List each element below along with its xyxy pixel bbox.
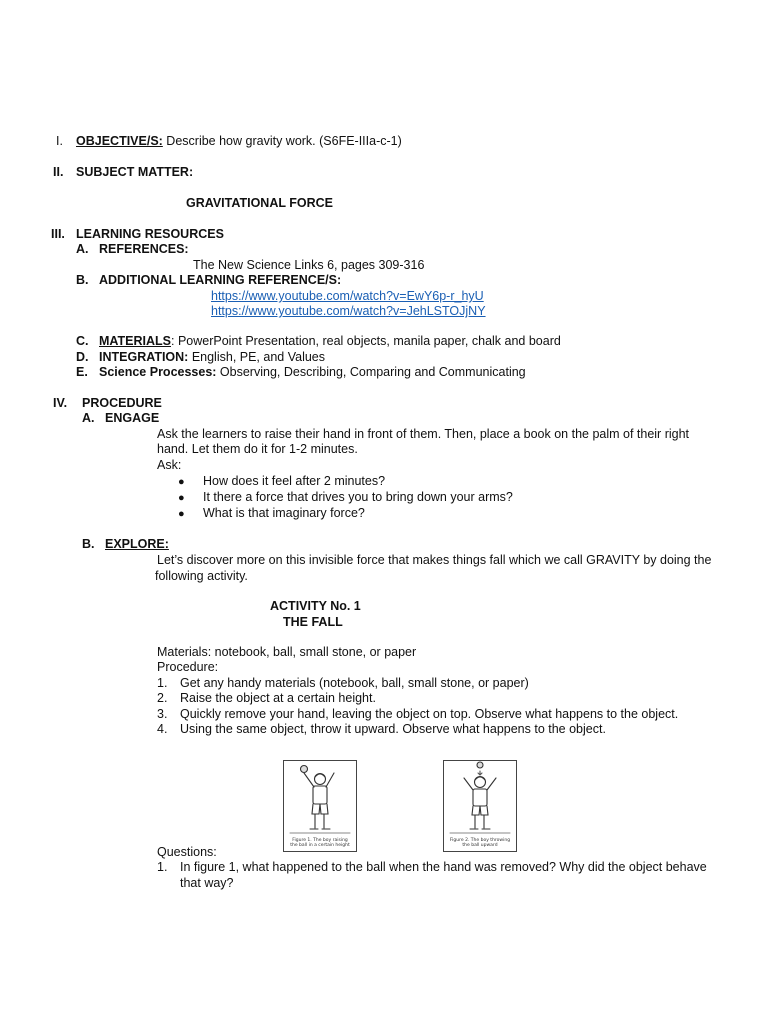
subject-matter-label: SUBJECT MATTER: <box>76 165 194 179</box>
materials-label: MATERIALS <box>99 334 171 348</box>
bullet-icon: ● <box>178 476 185 488</box>
integration-label: INTEGRATION: <box>99 350 189 364</box>
step-text: Raise the object at a certain height. <box>180 691 376 705</box>
objective-line <box>76 134 402 149</box>
subject-matter-title: GRAVITATIONAL FORCE <box>186 196 333 210</box>
step-text: Get any handy materials (notebook, ball, small stone, or paper) <box>180 676 529 690</box>
figure-1-caption: Figure 1. The boy raising the ball in a certain height <box>290 838 350 848</box>
objective-text: Describe how gravity work. (S6FE-IIIa-c-1) <box>162 134 402 148</box>
engage-question: How does it feel after 2 minutes? <box>203 474 386 488</box>
engage-text-line-1: Ask the learners to raise their hand in front of them. Then, place a book on the palm of their right <box>157 427 690 441</box>
section-number: I. <box>56 134 63 148</box>
references-text: The New Science Links 6, pages 309-316 <box>193 258 425 272</box>
engage-question: It there a force that drives you to bring down your arms? <box>203 490 513 504</box>
learning-resources-label: LEARNING RESOURCES <box>76 227 224 241</box>
step-text: Quickly remove your hand, leaving the object on top. Observe what happens to the object. <box>180 707 679 721</box>
step-number: 3. <box>157 707 168 721</box>
item-letter: A. <box>82 411 95 425</box>
explore-text-line-1: Let’s discover more on this invisible force that makes things fall which we call GRAVITY by doing the <box>157 553 712 567</box>
science-processes-label: Science Processes: <box>99 365 217 379</box>
bullet-icon: ● <box>178 508 185 520</box>
questions-label: Questions: <box>157 845 217 859</box>
engage-label: ENGAGE <box>105 411 160 425</box>
materials-line <box>99 334 561 349</box>
item-letter: D. <box>76 350 89 364</box>
reference-link-1[interactable]: https://www.youtube.com/watch?v=EwY6p-r_hyU <box>211 289 484 303</box>
item-letter: C. <box>76 334 89 348</box>
materials-text: : PowerPoint Presentation, real objects, manila paper, chalk and board <box>171 334 561 348</box>
bullet-icon: ● <box>178 492 185 504</box>
ask-label: Ask: <box>157 458 182 472</box>
step-number: 1. <box>157 676 168 690</box>
references-label: REFERENCES: <box>99 242 189 256</box>
item-letter: A. <box>76 242 89 256</box>
section-number: IV. <box>53 396 68 410</box>
procedure-label: PROCEDURE <box>82 396 162 410</box>
science-processes-line <box>99 365 526 380</box>
list-item <box>178 474 185 490</box>
item-letter: B. <box>82 537 95 551</box>
figure-2-caption: Figure 2. The boy throwing the ball upward <box>449 838 511 848</box>
science-processes-text: Observing, Describing, Comparing and Communicating <box>216 365 526 379</box>
activity-title: ACTIVITY No. 1 <box>270 599 361 613</box>
reference-link-2[interactable]: https://www.youtube.com/watch?v=JehLSTOJjNY <box>211 304 486 318</box>
boy-throwing-ball-illustration <box>444 761 516 839</box>
section-number: II. <box>53 165 64 179</box>
step-number: 4. <box>157 722 168 736</box>
explore-text-line-2: following activity. <box>155 569 248 583</box>
item-letter: E. <box>76 365 88 379</box>
activity-procedure-label: Procedure: <box>157 660 219 674</box>
step-number: 2. <box>157 691 168 705</box>
engage-text-line-2: hand. Let them do it for 1-2 minutes. <box>157 442 358 456</box>
activity-materials: Materials: notebook, ball, small stone, or paper <box>157 645 417 659</box>
boy-raising-ball-illustration <box>284 761 356 839</box>
explore-label: EXPLORE: <box>105 537 169 551</box>
list-item <box>178 490 185 506</box>
figure-1 <box>283 760 357 852</box>
additional-references-label: ADDITIONAL LEARNING REFERENCE/S: <box>99 273 342 287</box>
list-item <box>178 506 185 522</box>
step-text: Using the same object, throw it upward. Observe what happens to the object. <box>180 722 606 736</box>
integration-line <box>99 350 325 365</box>
section-number: III. <box>51 227 65 241</box>
activity-subtitle: THE FALL <box>283 615 343 629</box>
question-text-line-2: that way? <box>180 876 234 890</box>
question-number: 1. <box>157 860 168 874</box>
question-text-line-1: In figure 1, what happened to the ball when the hand was removed? Why did the object behave <box>180 860 707 874</box>
engage-question: What is that imaginary force? <box>203 506 365 520</box>
objective-label: OBJECTIVE/S: <box>76 134 163 148</box>
integration-text: English, PE, and Values <box>188 350 326 364</box>
section-objective <box>56 134 63 149</box>
figure-2 <box>443 760 517 852</box>
item-letter: B. <box>76 273 89 287</box>
